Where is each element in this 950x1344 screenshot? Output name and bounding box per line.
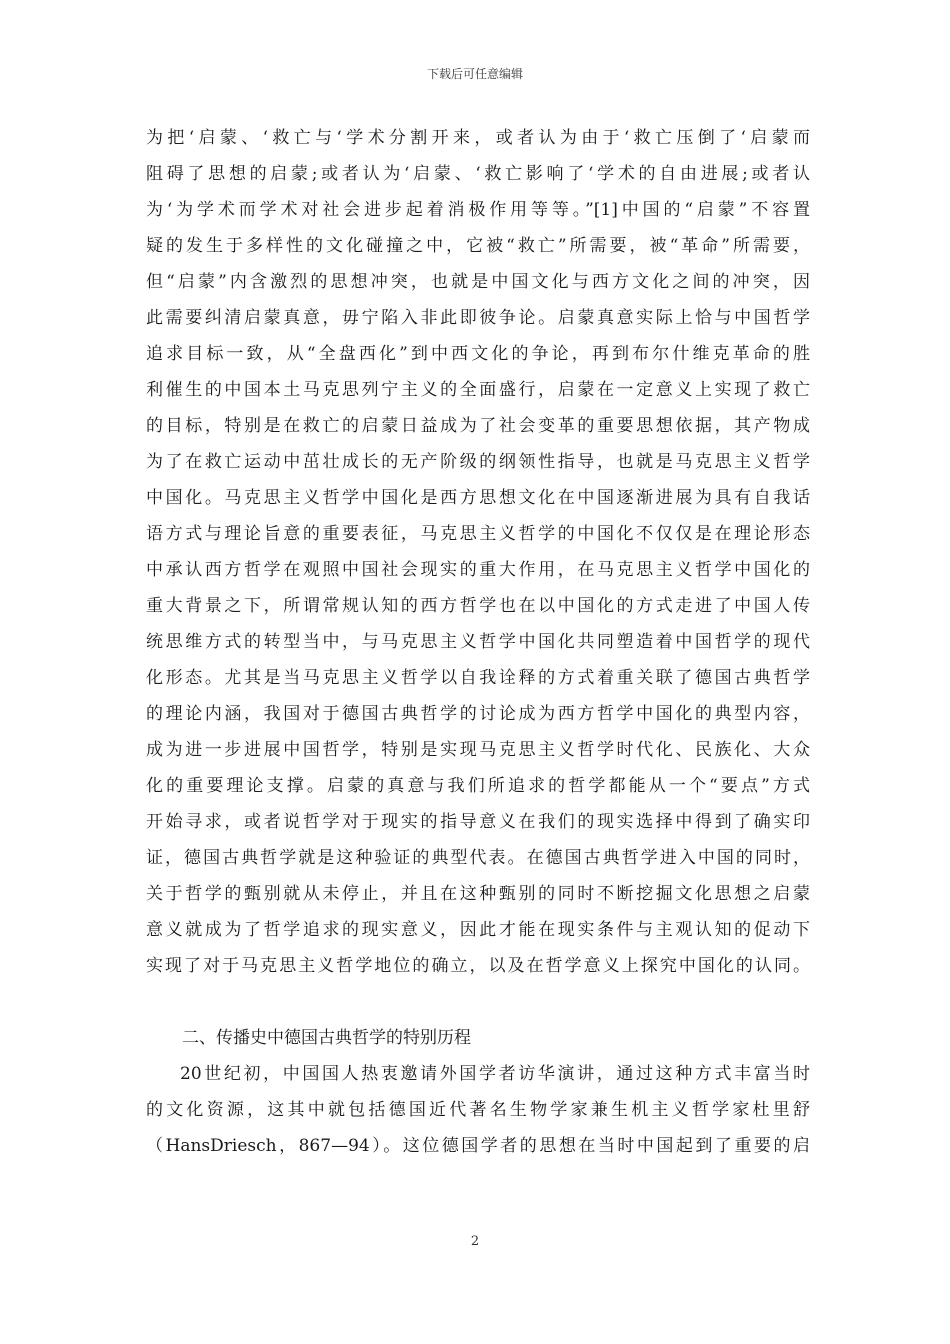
text-line: 为把‘启蒙、‘救亡与‘学术分割开来，或者认为由于‘救亡压倒了‘启蒙而 bbox=[146, 128, 810, 148]
text-line: 为‘为学术而学术对社会进步起着消极作用等等。”[1]中国的“启蒙”不容置 bbox=[146, 200, 810, 220]
text-line: 利催生的中国本土马克思列宁主义的全面盛行，启蒙在一定意义上实现了救亡 bbox=[146, 380, 810, 400]
text-line: 化的重要理论支撑。启蒙的真意与我们所追求的哲学都能从一个“要点”方式 bbox=[146, 776, 810, 796]
text-line: 阻碍了思想的启蒙;或者认为‘启蒙、‘救亡影响了‘学术的自由进展;或者认 bbox=[146, 164, 810, 184]
text-line: 疑的发生于多样性的文化碰撞之中，它被“救亡”所需要，被“革命”所需要， bbox=[146, 236, 810, 256]
text-line: 重大背景之下，所谓常规认知的西方哲学也在以中国化的方式走进了中国人传 bbox=[146, 596, 810, 616]
text-line: 开始寻求，或者说哲学对于现实的指导意义在我们的现实选择中得到了确实印 bbox=[146, 812, 810, 832]
text-line: 中国化。马克思主义哲学中国化是西方思想文化在中国逐渐进展为具有自我话 bbox=[146, 488, 810, 508]
text-line: 证，德国古典哲学就是这种验证的典型代表。在德国古典哲学进入中国的同时， bbox=[146, 848, 810, 868]
section-heading: 二、传播史中德国古典哲学的特别历程 bbox=[182, 1028, 471, 1048]
text-line: 追求目标一致，从“全盘西化”到中西文化的争论，再到布尔什维克革命的胜 bbox=[146, 344, 810, 364]
text-line: 的目标，特别是在救亡的启蒙日益成为了社会变革的重要思想依据，其产物成 bbox=[146, 416, 810, 436]
text-line: 此需要纠清启蒙真意，毋宁陷入非此即彼争论。启蒙真意实际上恰与中国哲学 bbox=[146, 308, 810, 328]
text-line: 中承认西方哲学在观照中国社会现实的重大作用，在马克思主义哲学中国化的 bbox=[146, 560, 810, 580]
text-line: 但“启蒙”内含激烈的思想冲突，也就是中国文化与西方文化之间的冲突，因 bbox=[146, 272, 810, 292]
paragraph-1 bbox=[146, 120, 810, 984]
text-line: 语方式与理论旨意的重要表征，马克思主义哲学的中国化不仅仅是在理论形态 bbox=[146, 524, 810, 544]
text-line: 实现了对于马克思主义哲学地位的确立，以及在哲学意义上探究中国化的认同。 bbox=[146, 956, 810, 976]
paragraph-gap bbox=[146, 984, 810, 1020]
document-body bbox=[146, 120, 810, 1164]
text-line: 20世纪初，中国国人热衷邀请外国学者访华演讲，通过这种方式丰富当时 bbox=[180, 1064, 810, 1084]
text-line: 为了在救亡运动中茁壮成长的无产阶级的纲领性指导，也就是马克思主义哲学 bbox=[146, 452, 810, 472]
text-line: 化形态。尤其是当马克思主义哲学以自我诠释的方式着重关联了德国古典哲学 bbox=[146, 668, 810, 688]
text-line: 意义就成为了哲学追求的现实意义，因此才能在现实条件与主观认知的促动下 bbox=[146, 920, 810, 940]
text-line: 关于哲学的甄别就从未停止，并且在这种甄别的同时不断挖掘文化思想之启蒙 bbox=[146, 884, 810, 904]
text-line: 的理论内涵，我国对于德国古典哲学的讨论成为西方哲学中国化的典型内容， bbox=[146, 704, 810, 724]
text-line: （HansDriesch，867—94）。这位德国学者的思想在当时中国起到了重要的启 bbox=[146, 1136, 810, 1156]
text-line: 成为进一步进展中国哲学，特别是实现马克思主义哲学时代化、民族化、大众 bbox=[146, 740, 810, 760]
paragraph-2 bbox=[146, 1056, 810, 1164]
page-number: 2 bbox=[470, 1234, 480, 1249]
text-line: 的文化资源，这其中就包括德国近代著名生物学家兼生机主义哲学家杜里舒 bbox=[146, 1100, 810, 1120]
text-line: 统思维方式的转型当中，与马克思主义哲学中国化共同塑造着中国哲学的现代 bbox=[146, 632, 810, 652]
page-header: 下载后可任意编辑 bbox=[426, 67, 523, 81]
